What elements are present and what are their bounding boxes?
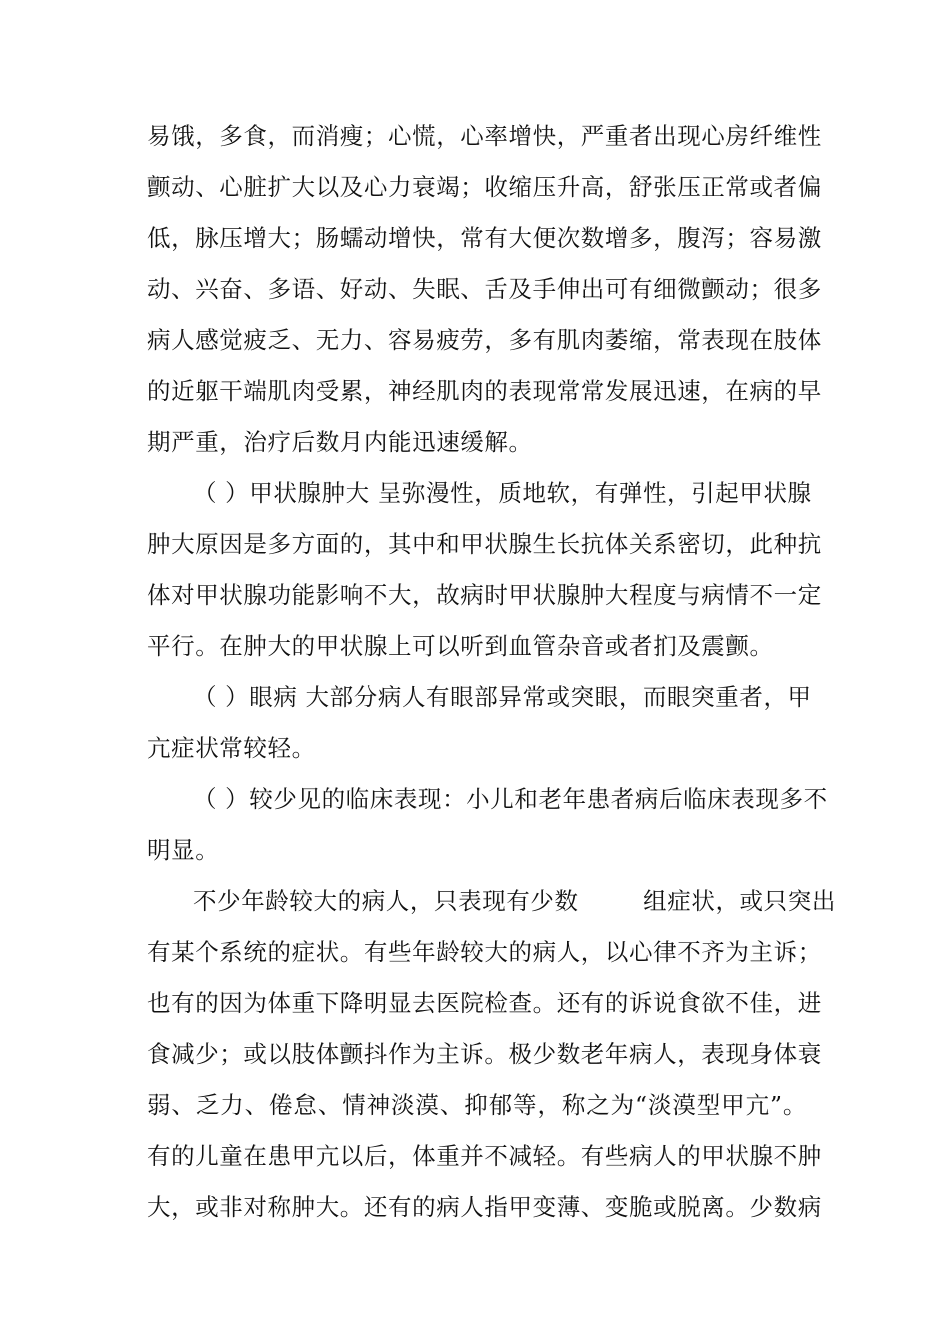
paragraph-line: 易饿，多食，而消瘦；心慌，心率增快，严重者出现心房纤维性 <box>147 122 822 150</box>
paragraph-line: 弱、乏力、倦怠、情神淡漠、抑郁等，称之为“淡漠型甲亢”。 <box>147 1091 807 1119</box>
paragraph-line: 病人感觉疲乏、无力、容易疲劳，多有肌肉萎缩，常表现在肢体 <box>147 326 822 354</box>
paragraph-line: 食减少；或以肢体颤抖作为主诉。极少数老年病人，表现身体衰 <box>147 1040 822 1068</box>
paragraph-line: 大，或非对称肿大。还有的病人指甲变薄、变脆或脱离。少数病 <box>147 1193 822 1221</box>
paragraph-line: 肿大原因是多方面的，其中和甲状腺生长抗体关系密切，此种抗 <box>147 530 822 558</box>
paragraph-line: 不少年龄较大的病人，只表现有少数 组症状，或只突出 <box>193 887 836 915</box>
paragraph-line: 颤动、心脏扩大以及心力衰竭；收缩压升高，舒张压正常或者偏 <box>147 173 822 201</box>
paragraph-line: 平行。在肿大的甲状腺上可以听到血管杂音或者扪及震颤。 <box>147 632 774 660</box>
paragraph-line: 期严重，治疗后数月内能迅速缓解。 <box>147 428 533 456</box>
paragraph-line: 也有的因为体重下降明显去医院检查。还有的诉说食欲不佳，进 <box>147 989 822 1017</box>
paragraph-line: 有某个系统的症状。有些年龄较大的病人，以心律不齐为主诉； <box>147 938 822 966</box>
paragraph-line: 亢症状常较轻。 <box>147 734 316 762</box>
paragraph-line: 明显。 <box>147 836 220 864</box>
paragraph-line: （ ）眼病 大部分病人有眼部异常或突眼，而眼突重者，甲 <box>193 683 812 711</box>
paragraph-line: 低，脉压增大；肠蠕动增快，常有大便次数增多，腹泻；容易激 <box>147 224 822 252</box>
paragraph-line: 动、兴奋、多语、好动、失眠、舌及手伸出可有细微颤动；很多 <box>147 275 822 303</box>
paragraph-line: （ ）甲状腺肿大 呈弥漫性，质地软，有弹性，引起甲状腺 <box>193 479 812 507</box>
paragraph-line: 的近躯干端肌肉受累，神经肌肉的表现常常发展迅速，在病的早 <box>147 377 822 405</box>
paragraph-line: 有的儿童在患甲亢以后，体重并不减轻。有些病人的甲状腺不肿 <box>147 1142 822 1170</box>
paragraph-line: 体对甲状腺功能影响不大，故病时甲状腺肿大程度与病情不一定 <box>147 581 822 609</box>
paragraph-line: （ ）较少见的临床表现：小儿和老年患者病后临床表现多不 <box>193 785 828 813</box>
